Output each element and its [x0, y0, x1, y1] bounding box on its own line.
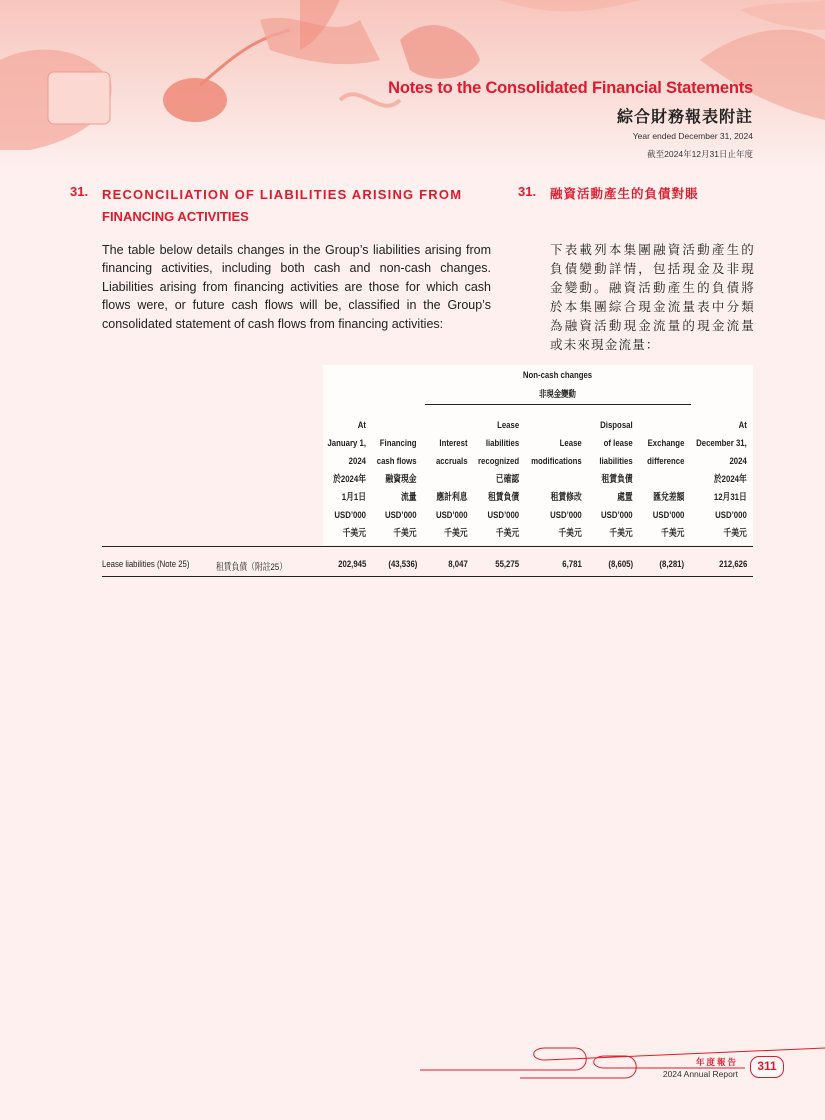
noncash-changes-rule [425, 404, 691, 405]
page-header-title: Notes to the Consolidated Financial Statements [388, 79, 753, 97]
column-header-interest-accruals: Interest accruals 應計利息 USD’000 千美元 [436, 438, 468, 539]
cell-exchange-difference: (8,281) [659, 559, 684, 570]
noncash-changes-heading-cn: 非現金變動 [539, 389, 576, 399]
cell-opening-balance: 202,945 [337, 559, 366, 570]
section-title-en-line1: RECONCILIATION OF LIABILITIES ARISING FROM [102, 187, 463, 202]
row-label-cn: 租賃負債（附註25） [216, 562, 287, 573]
section-title-en [102, 184, 492, 228]
table-header-rule [102, 546, 753, 547]
cell-lease-modifications: 6,781 [562, 559, 582, 570]
section-title-cn: 融資活動產生的負債對賬 [550, 187, 699, 201]
cell-closing-balance: 212,626 [718, 559, 747, 570]
page-number: 311 [750, 1056, 784, 1078]
column-header-closing-balance: At December 31, 2024 於2024年 12月31日 USD’000 千美元 [696, 420, 747, 539]
section-number-cn: 31. [518, 184, 537, 199]
row-label-en: Lease liabilities (Note 25) [102, 559, 190, 570]
footer-report-en: 2024 Annual Report [662, 1069, 738, 1079]
cell-disposal-of-lease-liabilities: (8,605) [608, 559, 633, 570]
column-header-financing-cash-flows: Financing cash flows 融資現金 流量 USD’000 千美元 [377, 438, 417, 539]
section-number: 31. [70, 184, 89, 199]
table-bottom-rule [102, 576, 753, 577]
section-title-en-line2: FINANCING ACTIVITIES [102, 209, 249, 224]
intro-paragraph-en: The table below details changes in the Group’s liabilities arising from financing activities, including both cash and non-cash changes. Liabilities arising from financing activities are those for which cash flows were, or future cash flows will be, classified in the Group’s consolidated statement of cash flows from financing activities: [102, 243, 491, 331]
page-header-period-cn: 截至2024年12月31日止年度 [647, 149, 753, 159]
cell-financing-cash-flows: (43,536) [387, 559, 417, 570]
page-header-title-cn: 綜合財務報表附註 [616, 109, 753, 126]
column-header-exchange-difference: Exchange difference 匯兌差額 USD’000 千美元 [646, 438, 684, 539]
intro-paragraph-cn: 下表載列本集團融資活動產生的負債變動詳情，包括現金及非現金變動。融資活動產生的負債將於本集團綜合現金流量表中分類為融資活動現金流量的現金流量或未來現金流量： [550, 243, 755, 352]
column-header-opening-balance: At January 1, 2024 於2024年 1月1日 USD’000 千美元 [327, 420, 366, 539]
cell-interest-accruals: 8,047 [448, 559, 468, 570]
column-header-disposal-of-lease-liabilities: Disposal of lease liabilities 租賃負債 處置 USD’000 千美元 [599, 420, 633, 539]
page-header-period: Year ended December 31, 2024 [632, 131, 753, 141]
footer-report-cn: 年度報告 [695, 1057, 738, 1067]
cell-lease-liabilities-recognized: 55,275 [495, 559, 519, 570]
column-header-lease-liabilities-recognized: Lease liabilities recognized 已確認 租賃負債 USD’000 千美元 [477, 420, 519, 539]
column-header-lease-modifications: Lease modifications 租賃修改 USD’000 千美元 [531, 438, 582, 539]
noncash-changes-heading: Non-cash changes [522, 370, 593, 381]
